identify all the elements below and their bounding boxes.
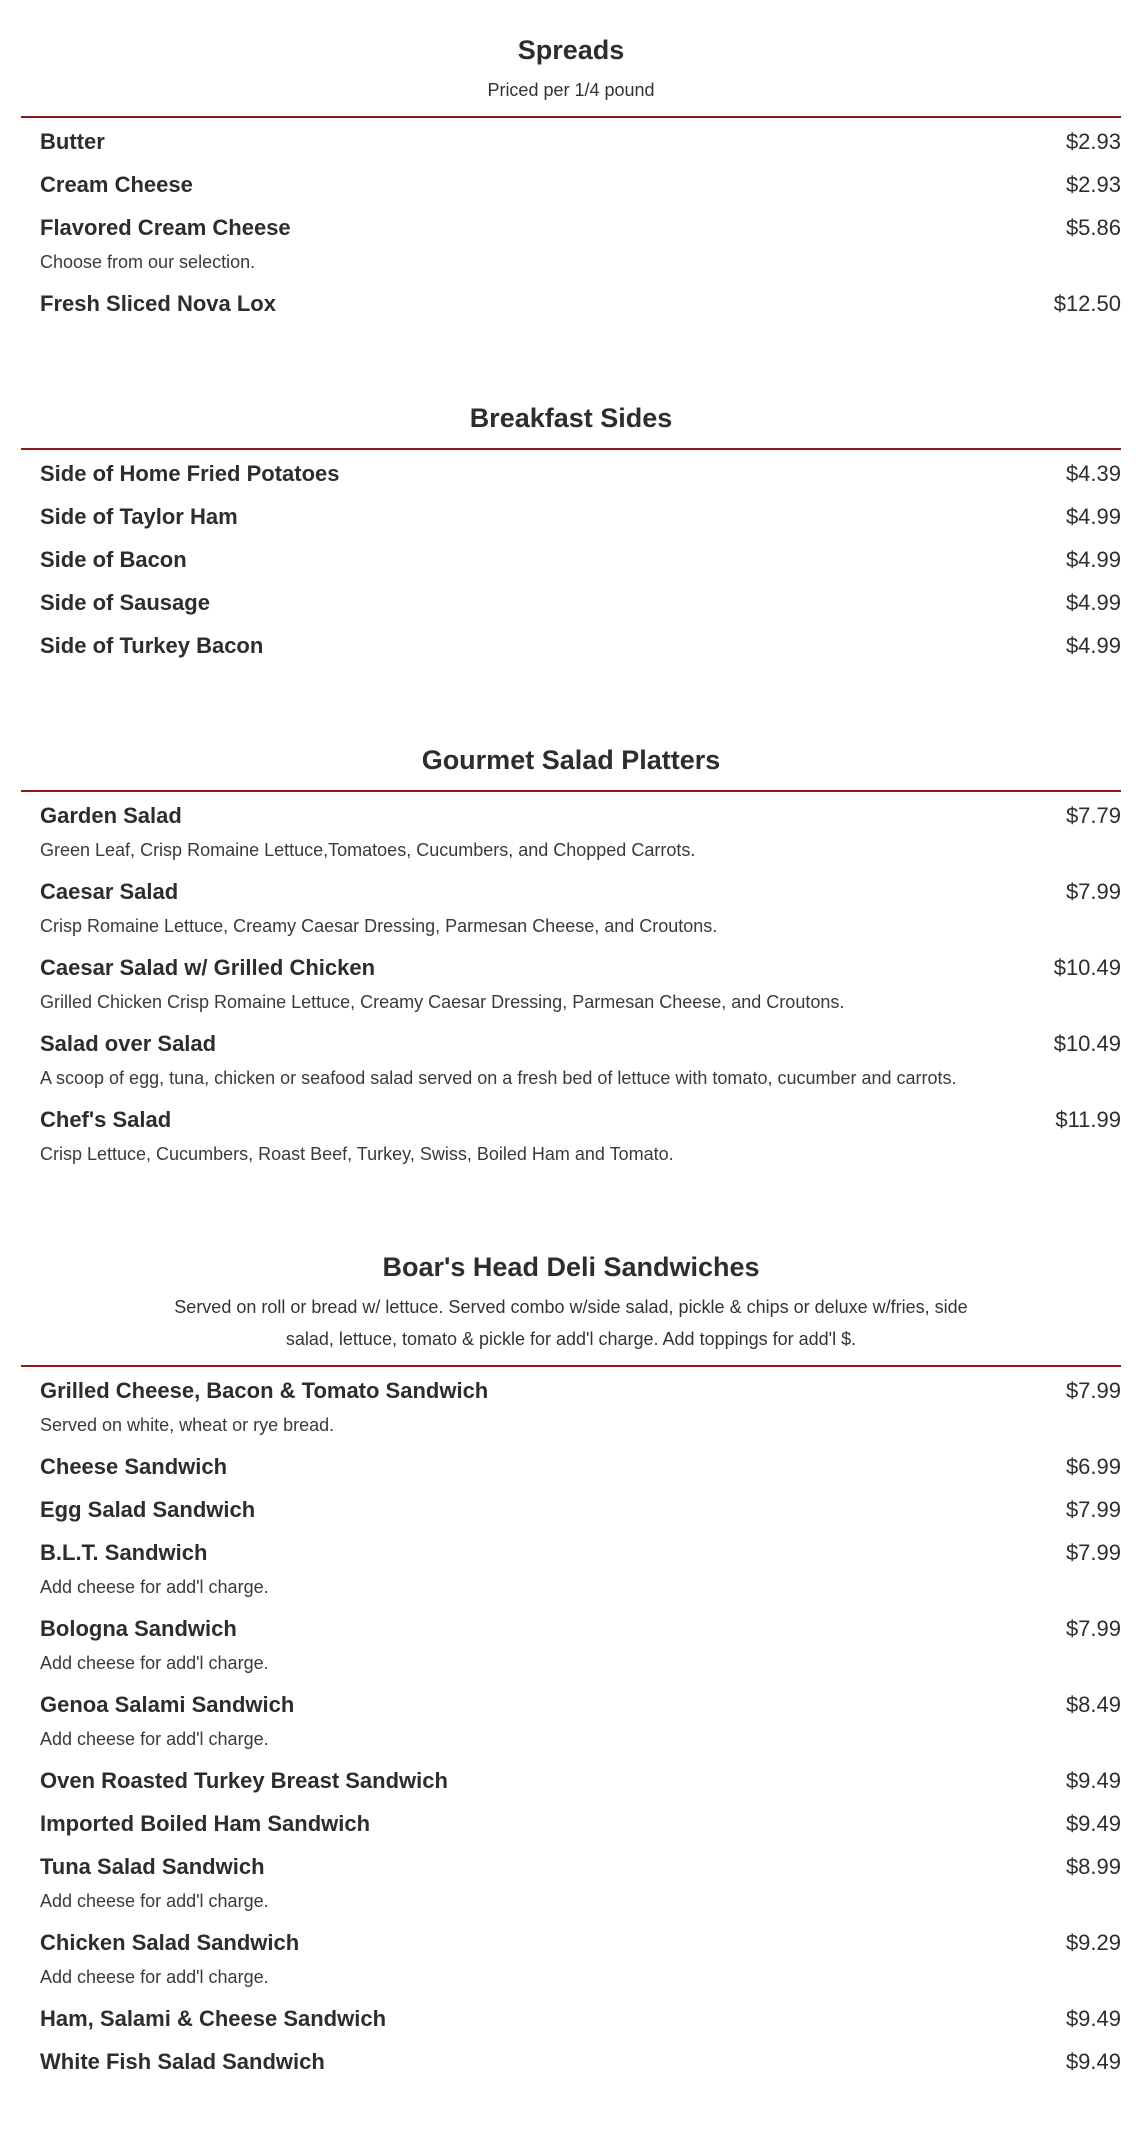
menu-item-row [40, 1449, 1121, 1485]
item-name: Imported Boiled Ham Sandwich [40, 1811, 371, 1836]
item-name: Genoa Salami Sandwich [40, 1692, 295, 1717]
menu-item[interactable] [21, 1925, 1121, 2001]
item-price: $9.49 [1065, 2006, 1121, 2031]
item-list [21, 792, 1121, 1178]
menu-item[interactable] [21, 286, 1121, 329]
menu-item-row [40, 124, 1121, 160]
menu-item[interactable] [21, 1373, 1121, 1449]
menu-section-breakfast-sides [21, 398, 1121, 671]
item-price: $7.99 [1065, 1616, 1121, 1641]
item-list [21, 118, 1121, 329]
menu-item[interactable] [21, 628, 1121, 671]
menu-item[interactable] [21, 874, 1121, 950]
item-name: Side of Taylor Ham [40, 504, 238, 529]
menu-item-row [40, 2044, 1121, 2080]
item-name: Oven Roasted Turkey Breast Sandwich [40, 1768, 448, 1793]
item-price: $2.93 [1065, 129, 1121, 154]
menu-item[interactable] [21, 2044, 1121, 2087]
menu-item[interactable] [21, 1849, 1121, 1925]
menu-item[interactable] [21, 1763, 1121, 1806]
menu-item[interactable] [21, 210, 1121, 286]
item-price: $2.93 [1065, 172, 1121, 197]
item-price: $7.99 [1065, 1497, 1121, 1522]
menu-item[interactable] [21, 1492, 1121, 1535]
menu-item-row [40, 542, 1121, 578]
item-price: $7.99 [1065, 879, 1121, 904]
menu-item[interactable] [21, 1611, 1121, 1687]
item-price: $7.99 [1065, 1378, 1121, 1403]
menu-item[interactable] [21, 585, 1121, 628]
item-description: Choose from our selection. [40, 252, 256, 272]
item-price: $8.99 [1065, 1854, 1121, 1879]
section-title: Gourmet Salad Platters [421, 745, 721, 775]
item-description: Add cheese for add'l charge. [40, 1967, 269, 1987]
item-price: $10.49 [1053, 1031, 1121, 1056]
item-price: $6.99 [1065, 1454, 1121, 1479]
item-name: B.L.T. Sandwich [40, 1540, 208, 1565]
item-name: Butter [40, 129, 105, 154]
item-name: Side of Bacon [40, 547, 187, 572]
section-title: Breakfast Sides [469, 403, 673, 433]
section-title: Boar's Head Deli Sandwiches [382, 1252, 760, 1282]
item-name: Flavored Cream Cheese [40, 215, 291, 240]
item-name: Caesar Salad [40, 879, 179, 904]
item-name: Bologna Sandwich [40, 1616, 237, 1641]
menu-item[interactable] [21, 124, 1121, 167]
menu-item-row [40, 210, 1121, 246]
item-name: Side of Turkey Bacon [40, 633, 264, 658]
item-name: Grilled Cheese, Bacon & Tomato Sandwich [40, 1378, 489, 1403]
item-list [21, 1367, 1121, 2087]
item-price: $11.99 [1055, 1107, 1121, 1132]
menu-item-row [40, 628, 1121, 664]
menu-item-row [40, 1611, 1121, 1647]
item-description: Add cheese for add'l charge. [40, 1729, 269, 1749]
section-subtitle: Served on roll or bread w/ lettuce. Served combo w/side salad, pickle & chips or deluxe w/fries, side salad, lettuce, tomato & pickle for add'l charge. Add toppings for add'l $. [174, 1297, 968, 1349]
item-price: $7.99 [1065, 1540, 1121, 1565]
menu-item[interactable] [21, 798, 1121, 874]
item-name: Garden Salad [40, 803, 182, 828]
menu-item-row [40, 1806, 1121, 1842]
menu-item-row [40, 1849, 1121, 1885]
item-price: $9.49 [1065, 1811, 1121, 1836]
menu-item-row [40, 1102, 1121, 1138]
section-title: Spreads [517, 35, 625, 65]
item-price: $12.50 [1053, 291, 1121, 316]
section-header [21, 30, 1121, 118]
item-name: Side of Sausage [40, 590, 210, 615]
item-price: $7.79 [1065, 803, 1121, 828]
item-list [21, 450, 1121, 671]
menu-item-row [40, 1687, 1121, 1723]
section-header [21, 1247, 1121, 1367]
item-name: Side of Home Fried Potatoes [40, 461, 340, 486]
menu-item[interactable] [21, 1687, 1121, 1763]
item-name: Ham, Salami & Cheese Sandwich [40, 2006, 387, 2031]
menu-item[interactable] [21, 950, 1121, 1026]
menu-item[interactable] [21, 1806, 1121, 1849]
menu-item-row [40, 286, 1121, 322]
menu-item-row [40, 1492, 1121, 1528]
menu-item-row [40, 1026, 1121, 1062]
item-description: Add cheese for add'l charge. [40, 1891, 269, 1911]
item-price: $5.86 [1065, 215, 1121, 240]
item-name: Chicken Salad Sandwich [40, 1930, 300, 1955]
item-description: Served on white, wheat or rye bread. [40, 1415, 335, 1435]
item-name: Cream Cheese [40, 172, 193, 197]
menu-item-row [40, 1763, 1121, 1799]
menu-item[interactable] [21, 1026, 1121, 1102]
item-price: $9.49 [1065, 1768, 1121, 1793]
item-price: $9.29 [1065, 1930, 1121, 1955]
menu-item-row [40, 456, 1121, 492]
item-price: $4.39 [1065, 461, 1121, 486]
menu-section-boar-s-head-deli-sandwiches [21, 1247, 1121, 2087]
item-description: A scoop of egg, tuna, chicken or seafood salad served on a fresh bed of lettuce with tomato, cucumber and carrots. [40, 1068, 957, 1088]
menu [21, 30, 1121, 2156]
menu-item-row [40, 2001, 1121, 2037]
menu-item-row [40, 874, 1121, 910]
item-price: $4.99 [1065, 590, 1121, 615]
section-header [21, 398, 1121, 450]
section-subtitle: Priced per 1/4 pound [487, 80, 655, 100]
item-price: $10.49 [1053, 955, 1121, 980]
item-name: Tuna Salad Sandwich [40, 1854, 265, 1879]
item-price: $9.49 [1065, 2049, 1121, 2074]
menu-item-row [40, 950, 1121, 986]
menu-item[interactable] [21, 167, 1121, 210]
item-name: Fresh Sliced Nova Lox [40, 291, 276, 316]
menu-item-row [40, 798, 1121, 834]
menu-item[interactable] [21, 456, 1121, 499]
menu-item[interactable] [21, 2001, 1121, 2044]
menu-item[interactable] [21, 1102, 1121, 1178]
menu-item-row [40, 167, 1121, 203]
item-name: Salad over Salad [40, 1031, 217, 1056]
item-description: Crisp Romaine Lettuce, Creamy Caesar Dressing, Parmesan Cheese, and Croutons. [40, 916, 718, 936]
item-name: White Fish Salad Sandwich [40, 2049, 325, 2074]
item-price: $8.49 [1065, 1692, 1121, 1717]
item-name: Caesar Salad w/ Grilled Chicken [40, 955, 376, 980]
item-price: $4.99 [1065, 633, 1121, 658]
menu-section-gourmet-salad-platters [21, 740, 1121, 1178]
menu-section-spreads [21, 30, 1121, 329]
section-header [21, 740, 1121, 792]
menu-item-row [40, 1925, 1121, 1961]
item-name: Chef's Salad [40, 1107, 172, 1132]
menu-item[interactable] [21, 1535, 1121, 1611]
item-price: $4.99 [1065, 547, 1121, 572]
menu-item-row [40, 585, 1121, 621]
menu-item[interactable] [21, 1449, 1121, 1492]
menu-item-row [40, 1373, 1121, 1409]
item-description: Grilled Chicken Crisp Romaine Lettuce, Creamy Caesar Dressing, Parmesan Cheese, and Croutons. [40, 992, 845, 1012]
item-description: Green Leaf, Crisp Romaine Lettuce,Tomatoes, Cucumbers, and Chopped Carrots. [40, 840, 696, 860]
menu-item-row [40, 499, 1121, 535]
item-description: Crisp Lettuce, Cucumbers, Roast Beef, Turkey, Swiss, Boiled Ham and Tomato. [40, 1144, 674, 1164]
item-name: Egg Salad Sandwich [40, 1497, 256, 1522]
item-price: $4.99 [1065, 504, 1121, 529]
item-description: Add cheese for add'l charge. [40, 1653, 269, 1673]
menu-item[interactable] [21, 542, 1121, 585]
menu-item[interactable] [21, 499, 1121, 542]
item-description: Add cheese for add'l charge. [40, 1577, 269, 1597]
menu-item-row [40, 1535, 1121, 1571]
item-name: Cheese Sandwich [40, 1454, 228, 1479]
